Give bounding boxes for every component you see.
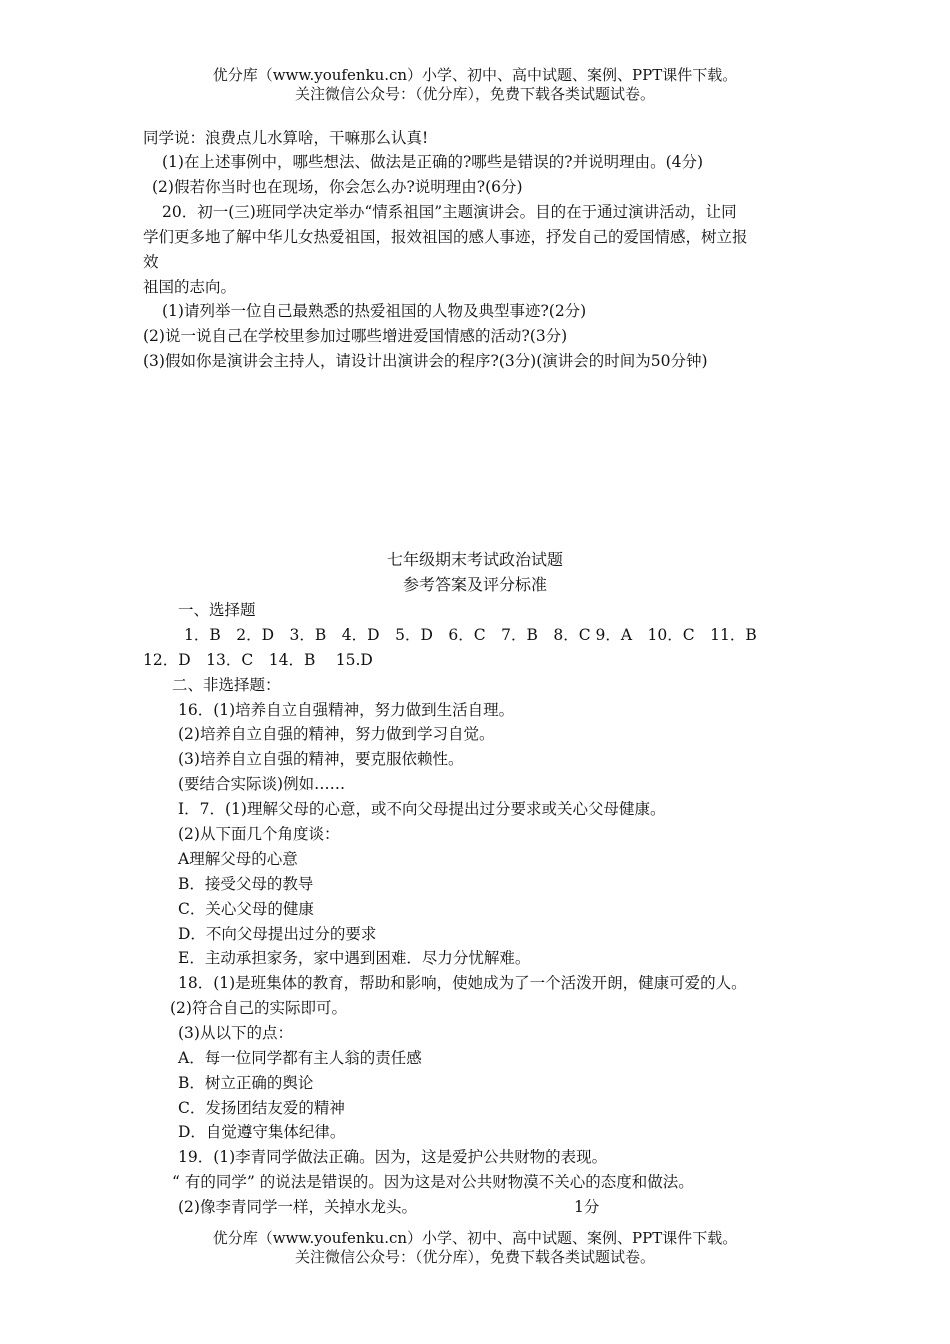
- section-non-choice: 二、非选择题：: [172, 676, 281, 694]
- a17-item-b: B．接受父母的教导: [178, 875, 314, 893]
- a19-line-1: 19．(1)李青同学做法正确。因为，这是爱护公共财物的表现。: [178, 1148, 608, 1166]
- a18-item-c: C．发扬团结友爱的精神: [178, 1099, 345, 1117]
- q20-part-3: (3)假如你是演讲会主持人，请设计出演讲会的程序?(3分)(演讲会的时间为50分钟): [143, 352, 708, 370]
- footer-line-2: 关注微信公众号：（优分库），免费下载各类试题试卷。: [294, 1248, 655, 1266]
- q20-line-3: 效: [143, 253, 159, 271]
- header-line-2: 关注微信公众号：（优分库），免费下载各类试题试卷。: [294, 85, 655, 103]
- a17-line-1: I．7．(1)理解父母的心意，或不向父母提出过分要求或关心父母健康。: [178, 800, 666, 818]
- a19-score: 1分: [574, 1198, 600, 1216]
- header-line-1: 优分库（www.youfenku.cn）小学、初中、高中试题、案例、PPT课件下载。: [212, 66, 738, 84]
- a19-line-2: “ 有的同学” 的说法是错误的。因为这是对公共财物漠不关心的态度和做法。: [172, 1173, 694, 1191]
- a17-item-a: A理解父母的心意: [178, 850, 298, 868]
- a16-line-4: (要结合实际谈)例如……: [178, 775, 346, 793]
- q20-line-2: 学们更多地了解中华儿女热爱祖国，报效祖国的感人事迹，抒发自己的爱国情感，树立报: [143, 228, 748, 246]
- q19-tail: 同学说：浪费点儿水算啥，干嘛那么认真!: [143, 129, 429, 147]
- answers-title: 七年级期末考试政治试题: [386, 550, 563, 569]
- a18-line-2: (2)符合自己的实际即可。: [170, 999, 347, 1017]
- a19-line-3: (2)像李青同学一样，关掉水龙头。: [178, 1198, 417, 1216]
- mc-answers-line-2: 12．D 13．C 14．B 15.D: [143, 651, 373, 669]
- section-choice: 一、选择题: [178, 601, 256, 619]
- q19-part-1: (1)在上述事例中，哪些想法、做法是正确的?哪些是错误的?并说明理由。(4分): [162, 153, 704, 171]
- a16-line-2: (2)培养自立自强的精神，努力做到学习自觉。: [178, 725, 495, 743]
- q20-part-2: (2)说一说自己在学校里参加过哪些增进爱国情感的活动?(3分): [143, 327, 568, 345]
- a16-line-1: 16．(1)培养自立自强精神，努力做到生活自理。: [178, 701, 515, 719]
- q19-part-2: (2)假若你当时也在现场，你会怎么办?说明理由?(6分): [152, 178, 523, 196]
- a17-item-e: E．主动承担家务，家中遇到困难．尽力分忧解难。: [178, 949, 531, 967]
- a18-item-d: D．自觉遵守集体纪律。: [178, 1123, 346, 1141]
- a18-line-1: 18．(1)是班集体的教育，帮助和影响，使她成为了一个活泼开朗，健康可爱的人。: [178, 974, 747, 992]
- a18-item-b: B．树立正确的舆论: [178, 1074, 314, 1092]
- a18-item-a: A．每一位同学都有主人翁的责任感: [178, 1049, 422, 1067]
- a17-item-c: C．关心父母的健康: [178, 900, 314, 918]
- mc-answers-line-1: 1．B 2．D 3．B 4．D 5．D 6．C 7．B 8．C 9．A 10．C 11．B: [184, 626, 757, 644]
- a17-item-d: D．不向父母提出过分的要求: [178, 925, 377, 943]
- a16-line-3: (3)培养自立自强的精神，要克服依赖性。: [178, 750, 464, 768]
- footer-line-1: 优分库（www.youfenku.cn）小学、初中、高中试题、案例、PPT课件下载。: [212, 1229, 738, 1247]
- q20-part-1: (1)请列举一位自己最熟悉的热爱祖国的人物及典型事迹?(2分): [162, 302, 587, 320]
- q20-line-1: 20．初一(三)班同学决定举办“情系祖国”主题演讲会。目的在于通过演讲活动，让同: [162, 203, 737, 221]
- a18-line-3: (3)从以下的点：: [178, 1024, 293, 1042]
- a17-line-2: (2)从下面几个角度谈：: [178, 825, 340, 843]
- page-footer: [0, 1229, 950, 1267]
- page-header: [0, 66, 950, 104]
- q20-line-4: 祖国的志向。: [143, 278, 237, 296]
- answers-subtitle: 参考答案及评分标准: [402, 575, 547, 594]
